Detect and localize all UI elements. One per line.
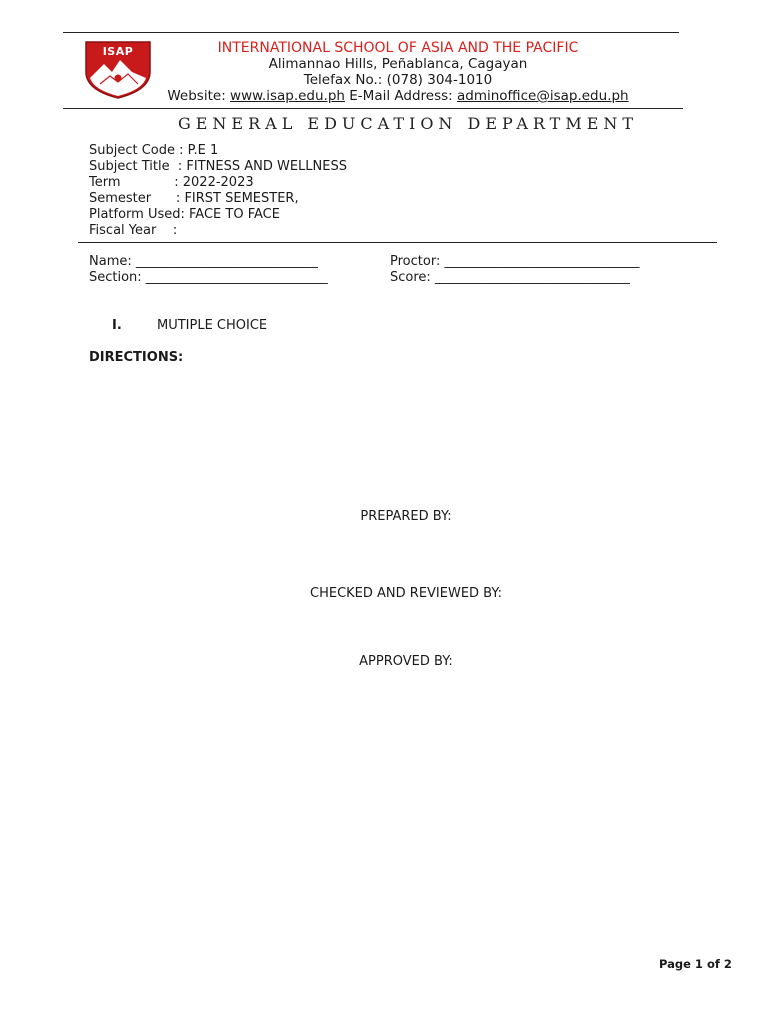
term-label: Term : [89, 175, 183, 190]
school-address: Alimannao Hills, Peñablanca, Cagayan [268, 56, 528, 72]
section-field[interactable]: Section: ____________________________ [89, 270, 328, 285]
email-label: E-Mail Address: [344, 88, 457, 104]
platform-value: FACE TO FACE [189, 207, 280, 222]
telefax: Telefax No.: (078) 304-1010 [303, 72, 493, 88]
page-prefix: Page [659, 957, 695, 971]
prepared-by-label: PREPARED BY: [360, 509, 452, 524]
current-page: 1 [694, 957, 703, 971]
semester-label: Semester : [89, 191, 185, 206]
info-divider [78, 242, 717, 243]
website-link[interactable]: www.isap.edu.ph [230, 88, 345, 104]
header-top-rule [63, 32, 679, 33]
fiscal-year-label: Fiscal Year : [89, 223, 182, 238]
platform-label: Platform Used: [89, 207, 190, 222]
section-number: I. [112, 318, 122, 333]
fiscal-year [89, 223, 181, 239]
email-link[interactable]: adminoffice@isap.edu.ph [457, 88, 629, 104]
subject-code [89, 143, 218, 159]
platform-used [89, 207, 280, 223]
subject-title-label: Subject Title : [89, 159, 187, 174]
subject-code-label: Subject Code : [89, 143, 188, 158]
checked-reviewed-by-label: CHECKED AND REVIEWED BY: [310, 586, 502, 601]
page-number [659, 957, 732, 971]
score-field[interactable]: Score: ______________________________ [390, 270, 630, 285]
department-title: GENERAL EDUCATION DEPARTMENT [177, 114, 639, 133]
semester [89, 191, 299, 207]
semester-value: FIRST SEMESTER, [184, 191, 299, 206]
directions-heading: DIRECTIONS: [89, 350, 184, 365]
website-label: Website: [167, 88, 231, 104]
logo-text: ISAP [102, 45, 134, 58]
school-name: INTERNATIONAL SCHOOL OF ASIA AND THE PACIFIC [217, 40, 579, 56]
term-value: 2022-2023 [182, 175, 254, 190]
approved-by-label: APPROVED BY: [359, 654, 453, 669]
total-pages: 2 [723, 957, 732, 971]
page-of: of [702, 957, 724, 971]
header-bottom-rule [63, 108, 683, 109]
proctor-field[interactable]: Proctor: ______________________________ [390, 254, 640, 269]
name-field[interactable]: Name: ____________________________ [89, 254, 318, 269]
subject-title [89, 159, 347, 175]
website-email-line [14, 88, 768, 104]
section-title: MUTIPLE CHOICE [157, 318, 268, 333]
subject-code-value: P.E 1 [187, 143, 219, 158]
subject-title-value: FITNESS AND WELLNESS [186, 159, 347, 174]
term [89, 175, 254, 191]
